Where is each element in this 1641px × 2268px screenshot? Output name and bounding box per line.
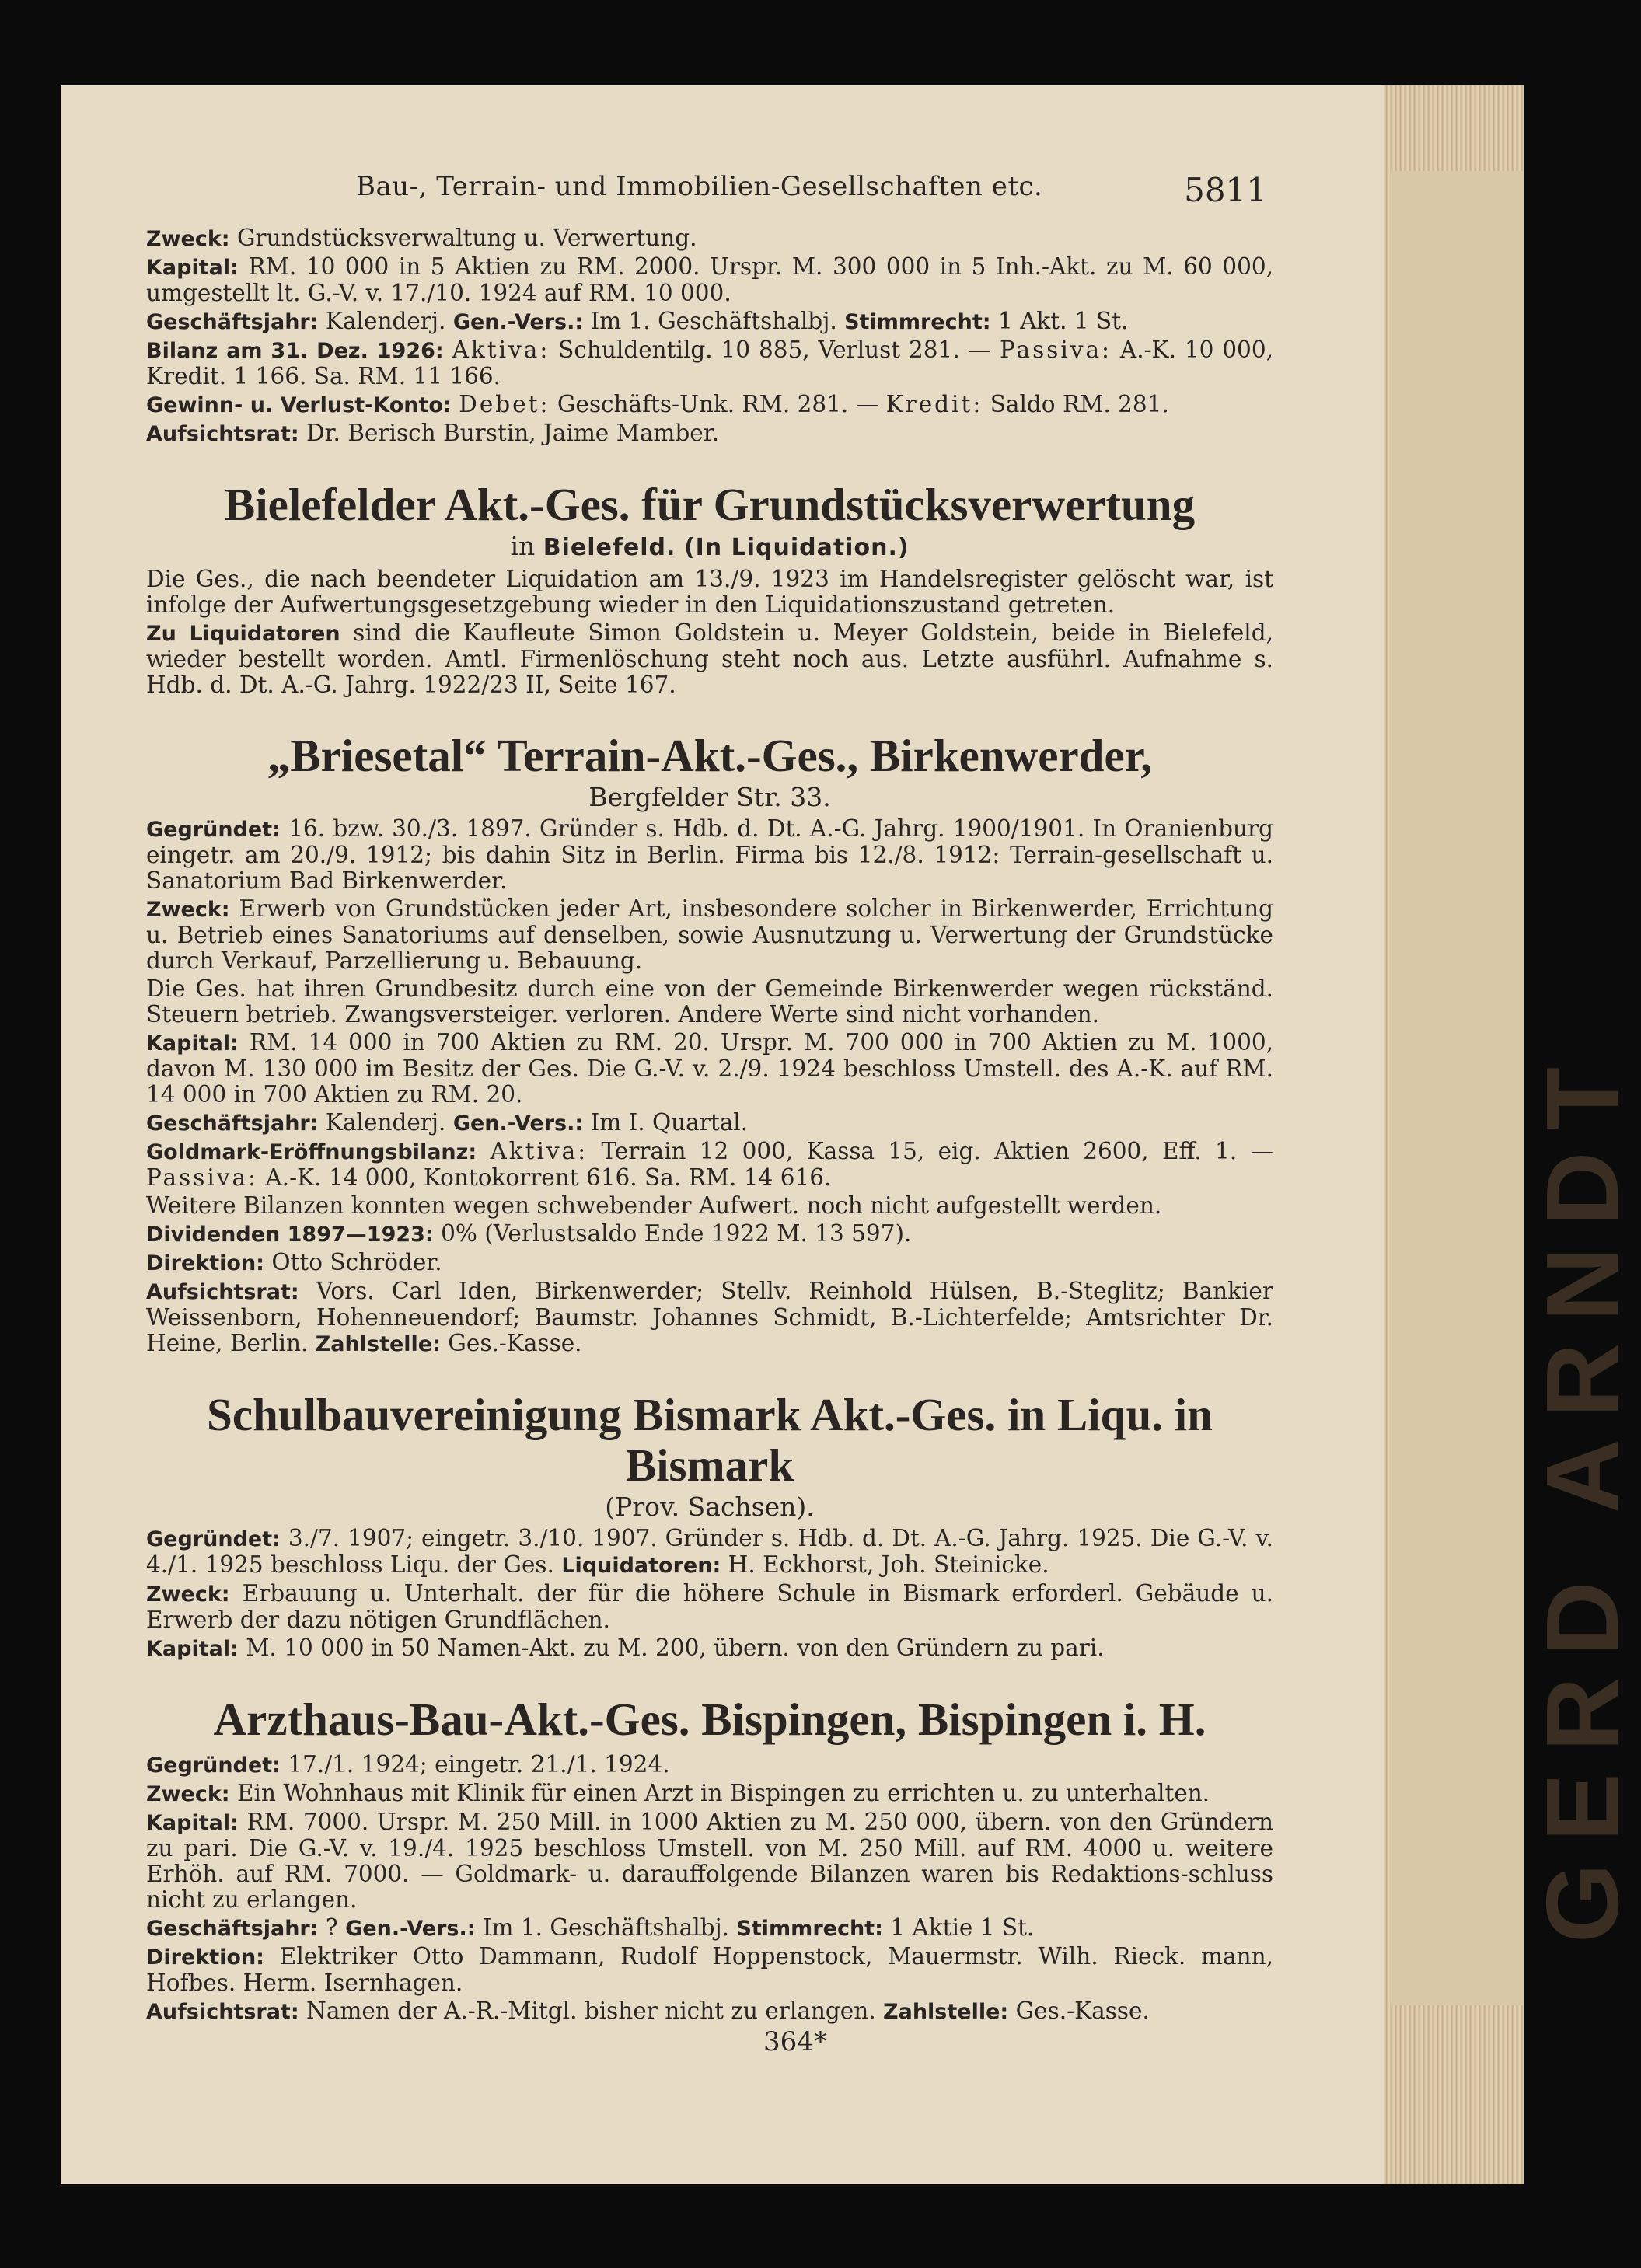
paragraph: Die Ges., die nach beendeter Liquidation am 13./9. 1923 im Handelsregister gelöscht war, ist infolge der Aufwertungsgesetzgebung wieder in den Liquidationszustand getreten.	[146, 565, 1273, 618]
entry-title: Arzthaus-Bau-Akt.-Ges. Bispingen, Bispingen i. H.	[213, 1693, 1206, 1745]
aufsichtsrat-line: Aufsichtsrat: Vors. Carl Iden, Birkenwerder; Stellv. Reinhold Hülsen, B.-Steglitz; Bankier Weissenborn, Hohenneuendorf; Baumstr. Johannes Schmidt, B.-Lichterfelde; Amtsrichter Dr. Heine, Berlin. Zahlstelle: Ges.-Kasse.	[146, 1277, 1273, 1356]
entry-briesetal	[146, 731, 1273, 1357]
paragraph: Die Ges. hat ihren Grundbesitz durch eine von der Gemeinde Birkenwerder wegen rückständ. Steuern betrieb. Zwangsversteiger. verloren. Andere Werte sind nicht vorhanden.	[146, 975, 1273, 1028]
geschaeftsjahr-line: Geschäftsjahr: Kalenderj. Gen.-Vers.: Im I. Quartal.	[146, 1108, 749, 1136]
kapital-line: Kapital: RM. 14 000 in 700 Aktien zu RM. 20. Urspr. M. 700 000 in 700 Aktien zu M. 1000, davon M. 130 000 im Besitz der Ges. Die G.-V. v. 2./9. 1924 beschloss Umstell. des A.-K. auf RM. 14 000 in 700 Aktien zu RM. 20.	[146, 1028, 1273, 1108]
entry-subtitle: in Bielefeld. (In Liquidation.)	[510, 530, 910, 561]
aufsichtsrat-line: Aufsichtsrat: Dr. Berisch Burstin, Jaime Mamber.	[146, 420, 719, 446]
kapital-line: Kapital: RM. 7000. Urspr. M. 250 Mill. in 1000 Aktien zu M. 250 000, übern. von den Gründern zu pari. Die G.-V. v. 19./4. 1925 beschloss Umstell. von M. 250 Mill. auf RM. 4000 u. weitere Erhöh. auf RM. 7000. — Goldmark- u. darauffolgende Bilanzen waren bis Redaktions-schluss nicht zu erlangen.	[146, 1809, 1273, 1914]
kapital-line: Kapital: M. 10 000 in 50 Namen-Akt. zu M. 200, übern. von den Gründern zu pari.	[146, 1634, 1105, 1661]
zweck-line: Zweck: Ein Wohnhaus mit Klinik für einen Arzt in Bispingen zu errichten u. zu unterhalten.	[146, 1780, 1210, 1807]
dividenden-line: Dividenden 1897—1923: 0% (Verlustsaldo Ende 1922 M. 13 597).	[146, 1219, 912, 1247]
running-title: Bau-, Terrain- und Immobilien-Gesellschaften etc.	[356, 171, 1043, 202]
zweck-line: Zweck: Erbauung u. Unterhalt. der für die höhere Schule in Bismark erforderl. Gebäude u. Erwerb der dazu nötigen Grundflächen.	[146, 1579, 1273, 1633]
direktion-line: Direktion: Elektriker Otto Dammann, Rudolf Hoppenstock, Mauermstr. Wilh. Rieck. mann, Hofbes. Herm. Isernhagen.	[146, 1943, 1273, 1997]
gewinn-verlust-line: Gewinn- u. Verlust-Konto: Debet: Geschäfts-Unk. RM. 281. — Kredit: Saldo RM. 281.	[146, 391, 1169, 417]
signature-mark: 364*	[763, 2026, 827, 2058]
book-page	[61, 85, 1384, 2184]
entry-title: Bielefelder Akt.-Ges. für Grundstücksverwertung	[224, 479, 1196, 530]
entry-schulbauvereinigung	[146, 1390, 1273, 1662]
goldmark-bilanz-line: Goldmark-Eröffnungsbilanz: Aktiva: Terrain 12 000, Kassa 15, eig. Aktien 2600, Eff. 1. — Passiva: A.-K. 14 000, Kontokorrent 616. Sa. RM. 14 616.	[146, 1137, 1273, 1191]
entry-subtitle: (Prov. Sachsen).	[605, 1491, 815, 1522]
gegruendet-line: Gegründet: 16. bzw. 30./3. 1897. Gründer s. Hdb. d. Dt. A.-G. Jahrg. 1900/1901. In Oranienburg eingetr. am 20./9. 1912; bis dahin Sitz in Berlin. Firma bis 12./8. 1912: Terrain-gesellschaft u. Sanatorium Bad Birkenwerder.	[146, 815, 1273, 894]
bilanz-line: Bilanz am 31. Dez. 1926: Aktiva: Schuldentilg. 10 885, Verlust 281. — Passiva: A.-K. 10 000, Kredit. 1 166. Sa. RM. 11 166.	[146, 337, 1273, 389]
gegruendet-line: Gegründet: 3./7. 1907; eingetr. 3./10. 1907. Gründer s. Hdb. d. Dt. A.-G. Jahrg. 1925. Die G.-V. v. 4./1. 1925 beschloss Liqu. der Ges. Liquidatoren: H. Eckhorst, Joh. Steinicke.	[146, 1524, 1273, 1578]
spine-label-strip	[1391, 171, 1524, 2005]
page-number: 5811	[1184, 171, 1267, 209]
paragraph: Weitere Bilanzen konnten wegen schwebender Aufwert. noch nicht aufgestellt werden.	[146, 1192, 1162, 1219]
liquidatoren-line: Zu Liquidatoren sind die Kaufleute Simon Goldstein u. Meyer Goldstein, beide in Bielefeld, wieder bestellt worden. Amtl. Firmenlöschung steht noch aus. Letzte ausführl. Aufnahme s. Hdb. d. Dt. A.-G. Jahrg. 1922/23 II, Seite 167.	[146, 619, 1273, 698]
entry-subtitle: Bergfelder Str. 33.	[588, 781, 831, 812]
entry-title: Schulbauvereinigung Bismark Akt.-Ges. in Liqu. in Bismark	[207, 1388, 1213, 1491]
zweck-line: Zweck: Grundstücksverwaltung u. Verwertung.	[146, 225, 697, 251]
kapital-line: Kapital: RM. 10 000 in 5 Aktien zu RM. 2000. Urspr. M. 300 000 in 5 Inh.-Akt. zu M. 60 000, umgestellt lt. G.-V. v. 17./10. 1924 auf RM. 10 000.	[146, 253, 1273, 306]
entry-arzthaus	[146, 1694, 1273, 2025]
gegruendet-line: Gegründet: 17./1. 1924; eingetr. 21./1. 1924.	[146, 1751, 670, 1778]
entry-title: „Briesetal“ Terrain-Akt.-Ges., Birkenwerder,	[267, 729, 1153, 781]
entry-bielefelder	[146, 480, 1273, 698]
entry-continued	[146, 225, 1273, 447]
aufsichtsrat-line: Aufsichtsrat: Namen der A.-R.-Mitgl. bisher nicht zu erlangen. Zahlstelle: Ges.-Kasse.	[146, 1998, 1150, 2025]
spine-stamp-text: GERD ARNDT	[1525, 1045, 1639, 1943]
zweck-line: Zweck: Erwerb von Grundstücken jeder Art, insbesondere solcher in Birkenwerder, Errichtung u. Betrieb eines Sanatoriums auf denselben, sowie Ausnutzung u. Verwertung der Grundstücke durch Verkauf, Parzellierung u. Bebauung.	[146, 895, 1273, 974]
direktion-line: Direktion: Otto Schröder.	[146, 1248, 442, 1275]
geschaeftsjahr-line: Geschäftsjahr: ? Gen.-Vers.: Im 1. Geschäftshalbj. Stimmrecht: 1 Aktie 1 St.	[146, 1914, 1035, 1942]
geschaeftsjahr-line: Geschäftsjahr: Kalenderj. Gen.-Vers.: Im 1. Geschäftshalbj. Stimmrecht: 1 Akt. 1 St.	[146, 308, 1129, 334]
page-content	[146, 225, 1273, 2058]
